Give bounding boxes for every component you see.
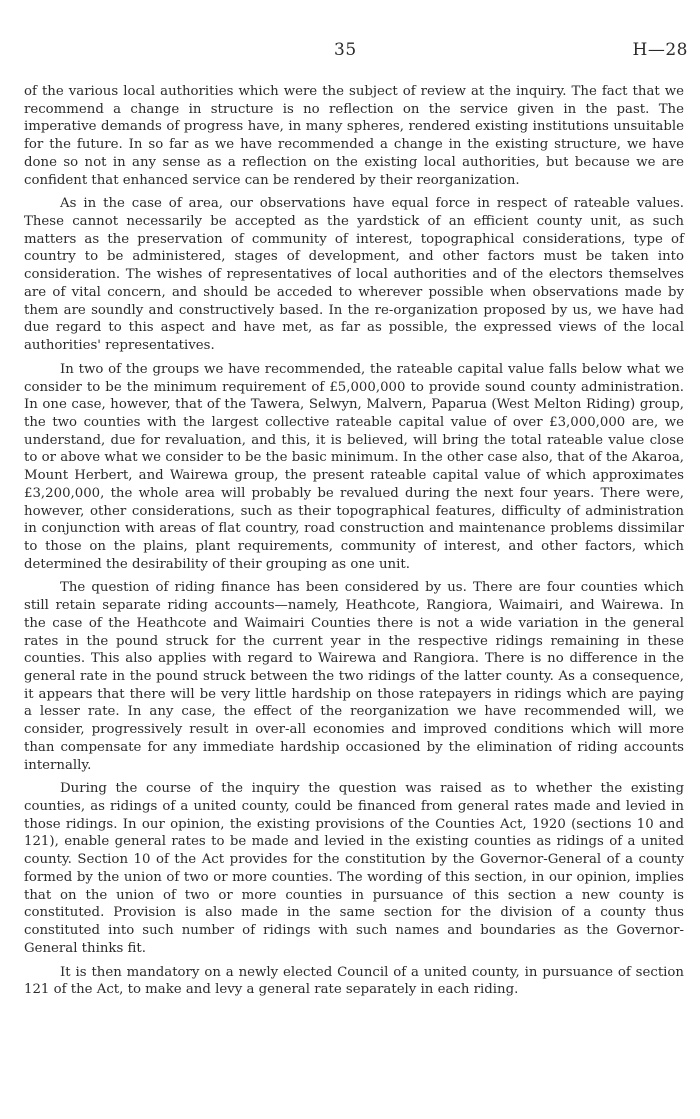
paragraph-continued: of the various local authorities which were the subject of review at the inquiry. The fact that we recommend a change in structure is no reflection on the service given in the past. The imperative demands of progress have, in many spheres, rendered existing institutions unsuitable for the future. In so far as we have recommended a change in the existing structure, we have done so not in any sense as a reflection on the existing local authorities, but because we are confident that enhanced service can be rendered by their reorganization.	[24, 84, 684, 188]
paragraph: As in the case of area, our observations have equal force in respect of rateable values. These cannot necessarily be accepted as the yardstick of an efficient county unit, as such matters as the preservation of community of interest, topographical considerations, type of country to be administered, stages of development, and other factors must be taken into consideration. The wishes of representatives of local authorities and of the electors themselves are of vital concern, and should be acceded to wherever possible when observations made by them are soundly and constructively based. In the re-organization proposed by us, we have had due regard to this aspect and have met, as far as possible, the expressed views of the local authorities' representatives.	[24, 196, 684, 354]
page-number: 35	[334, 40, 357, 60]
paragraph: It is then mandatory on a newly elected Council of a united county, in pursuance of section 121 of the Act, to make and levy a general rate separately in each riding.	[24, 964, 684, 998]
paragraph: In two of the groups we have recommended, the rateable capital value falls below what we consider to be the minimum requirement of £5,000,000 to provide sound county administration. In one case, however, that of the Tawera, Selwyn, Malvern, Paparua (West Melton Riding) group, the two counties with the largest collective rateable capital value of over £3,000,000 are, we understand, due for revaluation, and this, it is believed, will bring the total rateable value close to or above what we consider to be the basic minimum. In the other case also, that of the Akaroa, Mount Herbert, and Wairewa group, the present rateable capital value of which approximates £3,200,000, the whole area will probably be revalued during the next four years. There were, however, other considerations, such as their topographical features, difficulty of administration in conjunction with areas of flat country, road construction and maintenance problems dissimilar to those on the plains, plant requirements, community of interest, and other factors, which determined the desirability of their grouping as one unit.	[24, 361, 684, 572]
paragraph: The question of riding finance has been considered by us. There are four counties which still retain separate riding accounts—namely, Heathcote, Rangiora, Waimairi, and Wairewa. In the case of the Heathcote and Waimairi Counties there is not a wide variation in the general rates in the pound struck for the current year in the respective ridings remaining in these counties. This also applies with regard to Wairewa and Rangiora. There is no difference in the general rate in the pound struck between the two ridings of the latter county. As a consequence, it appears that there will be very little hardship on those ratepayers in ridings which are paying a lesser rate. In any case, the effect of the reorganization we have recommended will, we consider, progressively result in over-all economies and improved conditions which will more than compensate for any immediate hardship occasioned by the elimination of riding accounts internally.	[24, 580, 684, 773]
paragraph: During the course of the inquiry the question was raised as to whether the existing counties, as ridings of a united county, could be financed from general rates made and levied in those ridings. In our opinion, the existing provisions of the Counties Act, 1920 (sections 10 and 121), enable general rates to be made and levied in the existing counties as ridings of a united county. Section 10 of the Act provides for the constitution by the Governor-General of a county formed by the union of two or more counties. The wording of this section, in our opinion, implies that on the union of two or more counties in pursuance of this section a new county is constituted. Provision is also made in the same section for the division of a county thus constituted into such number of ridings with such names and boundaries as the Governor-General thinks fit.	[24, 781, 684, 956]
page-header	[0, 40, 700, 62]
document-reference: H—28	[632, 40, 688, 60]
body-text	[24, 83, 684, 1005]
